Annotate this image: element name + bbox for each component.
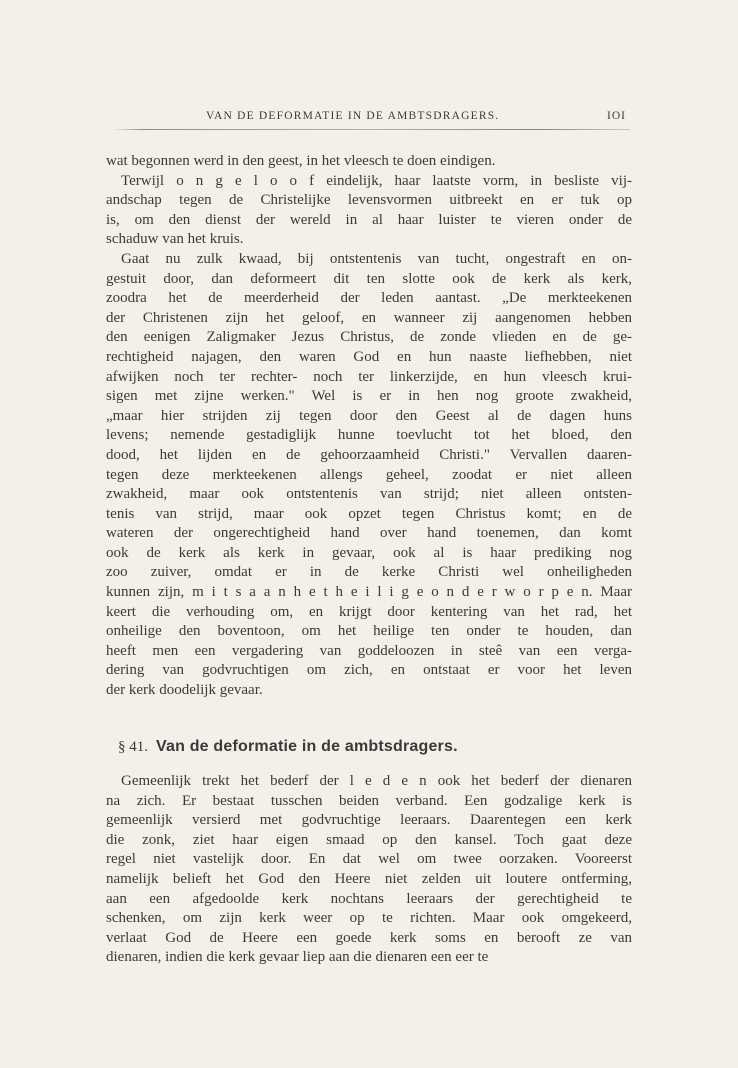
paragraph: [106, 772, 632, 968]
text-line: die zonk, ziet haar eigen smaad op den kansel. Toch gaat deze: [106, 831, 632, 848]
text-line: gemeenlijk versierd met godvruchtige leeraars. Daarentegen een kerk: [106, 812, 632, 829]
text-line: is, om den dienst der wereld in al haar luister te vieren onder de: [106, 211, 632, 228]
text-line: Gemeenlijk trekt het bederf der l e d e n ook het bederf der dienaren: [121, 773, 632, 789]
text-line: regel niet vastelijk door. En dat wel om twee oorzaken. Vooreerst: [106, 851, 632, 868]
page-number: IOI: [607, 110, 626, 122]
text-line: verlaat God de Heere een goede kerk soms en berooft ze van: [106, 929, 632, 946]
text-line: afwijken noch ter rechter- noch ter linkerzijde, en hun vleesch krui-: [106, 368, 632, 385]
text-line: schaduw van het kruis.: [106, 231, 244, 248]
text-line: keert die verhouding om, en krijgt door kentering van het rad, het: [106, 603, 632, 620]
section-title: Van de deformatie in de ambtsdragers.: [156, 738, 458, 755]
text-line: kunnen zijn, m i t s a a n h e t h e i l i g e o n d e r w o r p e n. Maar: [106, 584, 632, 601]
text-line: zoo zuiver, omdat er in de kerke Christi wel onheiligheden: [106, 564, 632, 581]
text-line: rechtigheid najagen, den waren God en hun naaste liefhebben, niet: [106, 348, 632, 365]
text-line: levens; nemende gestadiglijk hunne toevlucht tot het bloed, den: [106, 427, 632, 444]
header-rule: [112, 129, 630, 130]
text-line: ook de kerk als kerk in gevaar, ook al is haar prediking nog: [106, 544, 632, 561]
text-line: aan een afgedoolde kerk nochtans leeraars der gerechtigheid te: [106, 890, 632, 907]
paragraph: [106, 172, 632, 250]
text-line: dering van godvruchtigen om zich, en ontstaat er voor het leven: [106, 662, 632, 679]
section-heading: [118, 736, 628, 756]
text-line: na zich. Er bestaat tusschen beiden verband. Een godzalige kerk is: [106, 792, 632, 809]
text-line: namelijk belieft het God den Heere niet zelden uit loutere ontferming,: [106, 870, 632, 887]
text-line: zoodra het de meerderheid der leden aantast. „De merkteekenen: [106, 290, 632, 307]
text-line: Terwijl o n g e l o o f eindelijk, haar laatste vorm, in besliste vij-: [121, 172, 632, 189]
text-line: den eenigen Zaligmaker Jezus Christus, de zonde vlieden en de ge-: [106, 329, 632, 346]
running-title: VAN DE DEFORMATIE IN DE AMBTSDRAGERS.: [206, 110, 500, 122]
text-line: zwakheid, maar ook ontstentenis van strijd; niet alleen ontsten-: [106, 486, 632, 503]
running-header: [106, 110, 630, 130]
body-text-bottom: [106, 772, 632, 968]
text-line: tegen deze merkteekenen allengs geheel, zoodat er niet alleen: [106, 466, 632, 483]
text-line: Gaat nu zulk kwaad, bij ontstentenis van tucht, ongestraft en on-: [121, 250, 632, 267]
body-text-top: [106, 152, 632, 701]
text-line: onheilige den boventoon, om het heilige ten onder te houden, dan: [106, 623, 632, 640]
text-line: der kerk doodelijk gevaar.: [106, 682, 263, 699]
section-number: § 41.: [118, 739, 148, 755]
text-line: tenis van strijd, maar ook opzet tegen Christus komt; en de: [106, 505, 632, 522]
text-line: sigen met zijne werken." Wel is er in hen nog groote zwakheid,: [106, 388, 632, 405]
text-line: der Christenen zijn het geloof, en wanneer zij aangenomen hebben: [106, 309, 632, 326]
text-line: andschap tegen de Christelijke levensvormen uitbreekt en er tuk op: [106, 192, 632, 209]
text-line: dienaren, indien die kerk gevaar liep aan die dienaren een eer te: [106, 949, 489, 966]
text-line: heeft men een vergadering van goddeloozen in steê van een verga-: [106, 642, 632, 659]
text-line: gestuit door, dan deformeert dit ten slotte ook de kerk als kerk,: [106, 270, 632, 287]
text-line: wateren der ongerechtigheid hand over hand toenemen, dan komt: [106, 525, 632, 542]
text-line: dood, het lijden en de gehoorzaamheid Christi." Vervallen daaren-: [106, 446, 632, 463]
text-line: wat begonnen werd in den geest, in het vleesch te doen eindigen.: [106, 153, 496, 169]
paragraph: [106, 250, 632, 701]
text-line: schenken, om zijn kerk weer op te richten. Maar ook omgekeerd,: [106, 910, 632, 927]
paragraph: [106, 152, 632, 172]
text-line: „maar hier strijden zij tegen door den Geest al de dagen huns: [106, 407, 632, 424]
